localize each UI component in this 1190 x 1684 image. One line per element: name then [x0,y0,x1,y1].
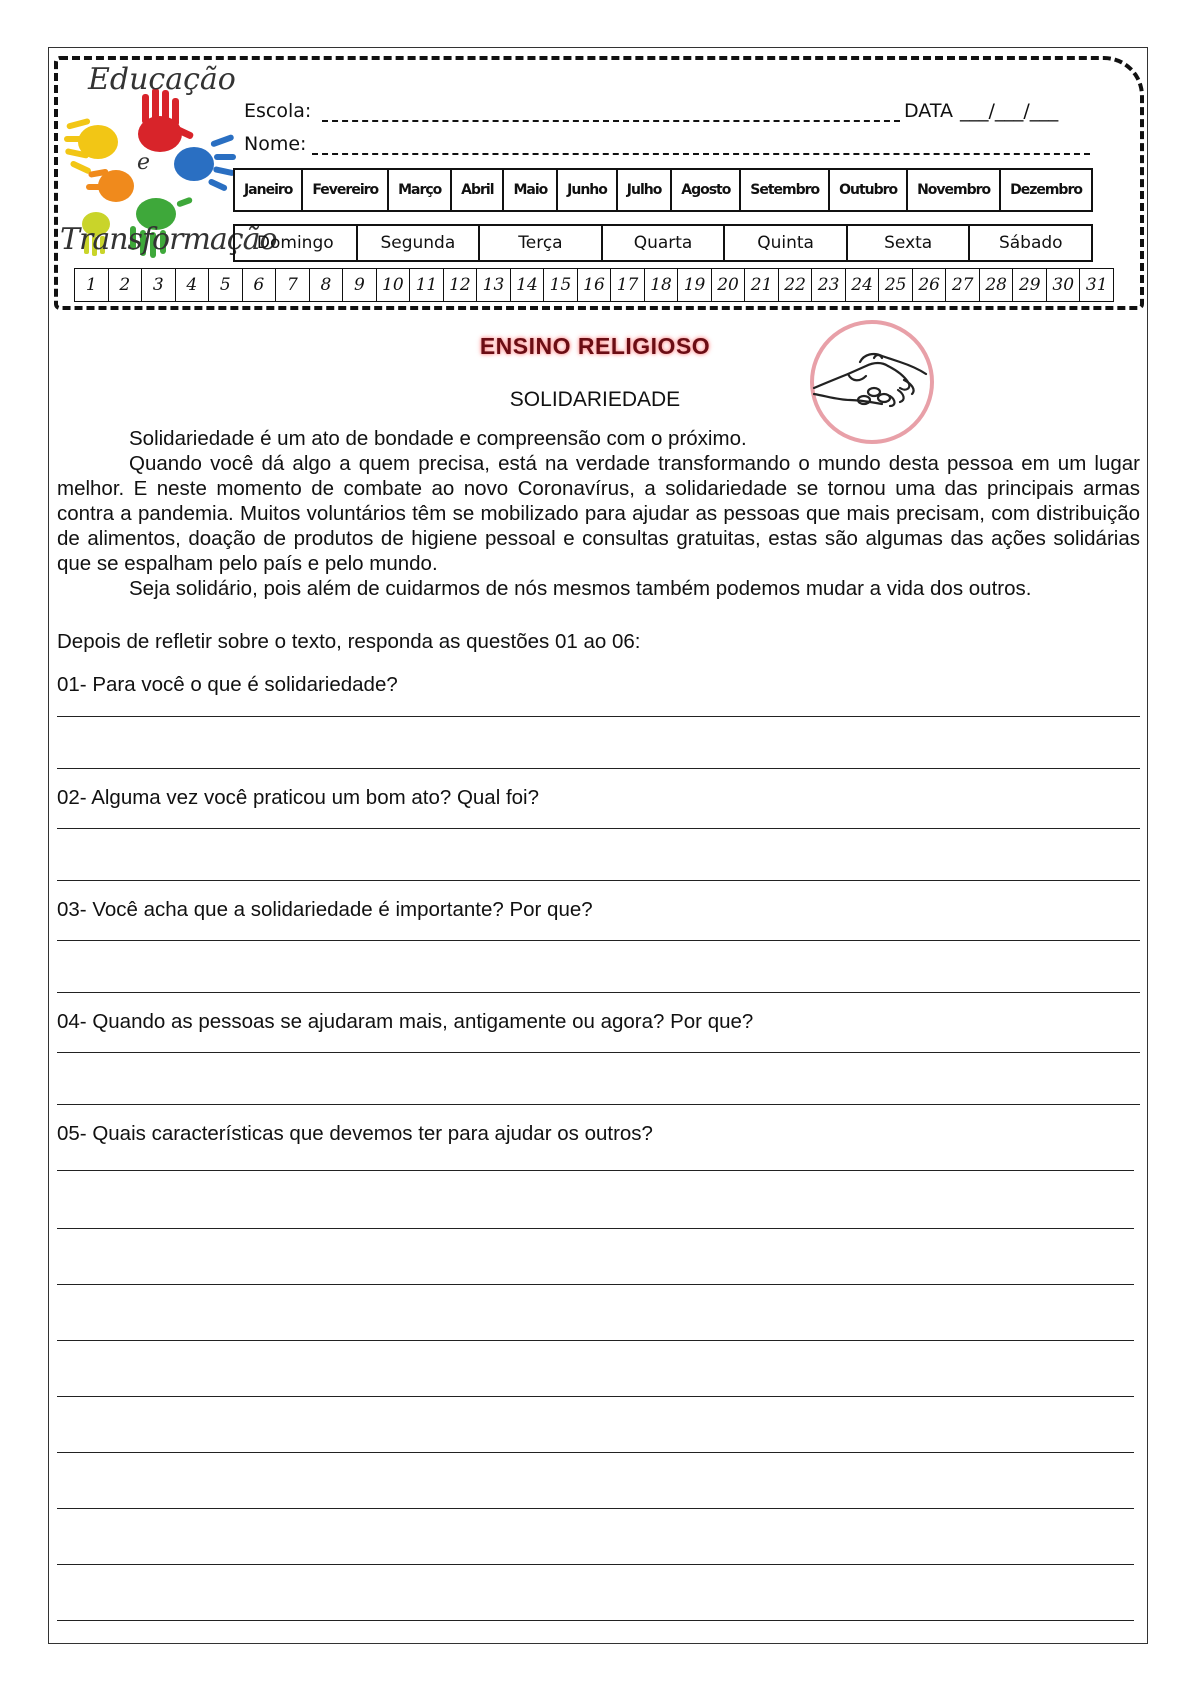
answer-line[interactable] [57,1104,1140,1105]
answer-line[interactable] [57,768,1140,769]
answer-line[interactable] [57,1452,1134,1453]
month-cell-12[interactable]: Dezembro [1010,182,1082,198]
answer-line[interactable] [57,1228,1134,1229]
day-cell-2[interactable]: 2 [109,269,143,301]
logo-text-bottom: Transformação [60,222,277,257]
answer-line[interactable] [57,1052,1140,1053]
logo-text-top: Educação [88,62,236,97]
day-cell-1[interactable]: 1 [75,269,109,301]
day-cell-6[interactable]: 6 [243,269,277,301]
question-1: 01- Para você o que é solidariedade? [57,673,398,696]
day-cell-26[interactable]: 26 [913,269,947,301]
day-cell-9[interactable]: 9 [343,269,377,301]
day-cell-11[interactable]: 11 [410,269,444,301]
day-cell-31[interactable]: 31 [1085,275,1108,295]
weekday-cell-7[interactable]: Sábado [998,233,1063,253]
answer-line[interactable] [57,828,1140,829]
day-cell-5[interactable]: 5 [209,269,243,301]
month-cell-3[interactable]: Março [389,170,452,210]
answer-line[interactable] [57,992,1140,993]
month-cell-1[interactable]: Janeiro [235,170,303,210]
weekday-cell-1[interactable]: Domingo [235,226,358,260]
answer-line[interactable] [57,880,1140,881]
month-cell-9[interactable]: Setembro [741,170,830,210]
month-selector [233,168,1093,212]
day-cell-25[interactable]: 25 [879,269,913,301]
month-cell-5[interactable]: Maio [504,170,558,210]
answer-line[interactable] [57,940,1140,941]
school-field[interactable] [322,120,900,122]
answer-line[interactable] [57,1170,1134,1171]
day-cell-27[interactable]: 27 [946,269,980,301]
logo-text-middle: e [137,150,151,175]
page-title: ENSINO RELIGIOSO [479,333,711,359]
weekday-selector [233,224,1093,262]
question-3: 03- Você acha que a solidariedade é importante? Por que? [57,898,593,921]
reading-text [57,426,1140,601]
month-cell-7[interactable]: Julho [618,170,672,210]
date-field[interactable]: ___/___/___ [960,100,1059,122]
answer-line[interactable] [57,1396,1134,1397]
name-label: Nome: [244,133,307,155]
day-cell-28[interactable]: 28 [980,269,1014,301]
paragraph-1: Solidariedade é um ato de bondade e compreensão com o próximo. [129,427,747,450]
month-cell-2[interactable]: Fevereiro [303,170,389,210]
month-cell-10[interactable]: Outubro [830,170,908,210]
weekday-cell-4[interactable]: Quarta [603,226,726,260]
day-cell-23[interactable]: 23 [812,269,846,301]
answer-line[interactable] [57,1564,1134,1565]
day-cell-30[interactable]: 30 [1047,269,1081,301]
month-cell-4[interactable]: Abril [452,170,504,210]
paragraph-3: Seja solidário, pois além de cuidarmos de nós mesmos também podemos mudar a vida dos outros. [129,577,1032,600]
day-cell-7[interactable]: 7 [276,269,310,301]
weekday-cell-5[interactable]: Quinta [725,226,848,260]
weekday-cell-6[interactable]: Sexta [848,226,971,260]
day-cell-17[interactable]: 17 [611,269,645,301]
month-cell-8[interactable]: Agosto [672,170,741,210]
answer-line[interactable] [57,1284,1134,1285]
day-cell-3[interactable]: 3 [142,269,176,301]
school-label: Escola: [244,100,312,122]
answer-line[interactable] [57,1508,1134,1509]
answer-line[interactable] [57,716,1140,717]
day-cell-20[interactable]: 20 [712,269,746,301]
day-cell-18[interactable]: 18 [645,269,679,301]
question-5: 05- Quais características que devemos ter para ajudar os outros? [57,1122,653,1145]
month-cell-11[interactable]: Novembro [908,170,1001,210]
weekday-cell-3[interactable]: Terça [480,226,603,260]
day-cell-16[interactable]: 16 [578,269,612,301]
day-cell-8[interactable]: 8 [310,269,344,301]
day-cell-10[interactable]: 10 [377,269,411,301]
day-cell-29[interactable]: 29 [1013,269,1047,301]
day-cell-24[interactable]: 24 [846,269,880,301]
day-cell-22[interactable]: 22 [779,269,813,301]
weekday-cell-2[interactable]: Segunda [358,226,481,260]
day-cell-15[interactable]: 15 [544,269,578,301]
text-subtitle: SOLIDARIEDADE [509,388,681,411]
answer-line[interactable] [57,1340,1134,1341]
paragraph-2: Quando você dá algo a quem precisa, está na verdade transformando o mundo desta pessoa em um lugar melhor. E neste momento de combate ao novo Coronavírus, a solidariedade se tornou uma das principais armas contra a pandemia. Muitos voluntários têm se mobilizado para ajudar as pessoas que mais precisam, com distribuição de alimentos, doação de produtos de higiene pessoal e consultas gratuitas, estas são algumas das ações solidárias que se espalham pelo país e pelo mundo. [57,452,1140,575]
day-cell-12[interactable]: 12 [444,269,478,301]
day-cell-14[interactable]: 14 [511,269,545,301]
day-number-selector [74,268,1114,302]
question-2: 02- Alguma vez você praticou um bom ato? Qual foi? [57,786,540,809]
instructions: Depois de refletir sobre o texto, responda as questões 01 ao 06: [57,630,641,653]
answer-line[interactable] [57,1620,1134,1621]
day-cell-19[interactable]: 19 [678,269,712,301]
day-cell-4[interactable]: 4 [176,269,210,301]
date-label: DATA [904,100,953,122]
month-cell-6[interactable]: Junho [558,170,618,210]
day-cell-13[interactable]: 13 [477,269,511,301]
day-cell-21[interactable]: 21 [745,269,779,301]
question-4: 04- Quando as pessoas se ajudaram mais, antigamente ou agora? Por que? [57,1010,754,1033]
name-field[interactable] [312,153,1090,155]
